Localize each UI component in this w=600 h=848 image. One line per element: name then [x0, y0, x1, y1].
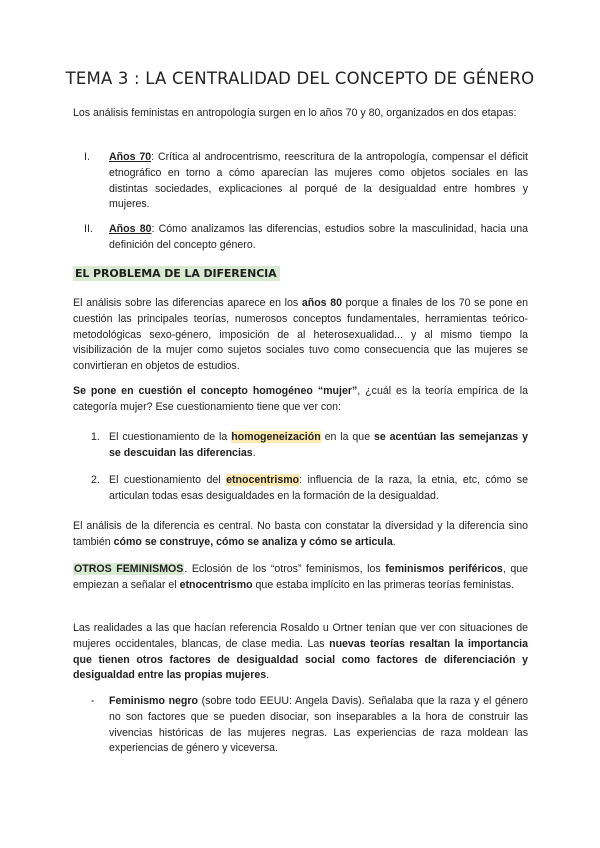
list-item-etnocentrismo: El cuestionamiento del etnocentrismo: influencia de la raza, la etnia, etc, cómo se articulan todas esas desigualdades en la formación de la desigualdad.	[109, 474, 528, 502]
highlight-text: homogeneización	[231, 431, 321, 443]
list-item-homogeneizacion: El cuestionamiento de la homogeneización en la que se acentúan las semejanzas y se descuidan las diferencias.	[109, 431, 528, 459]
list-marker: II.	[84, 223, 93, 235]
stage-label: Años 70	[109, 151, 152, 163]
list-item-feminismo-negro: Feminismo negro (sobre todo EEUU: Angela Davis). Señalaba que la raza y el género no son factores que se pueden disociar, son inseparables a la hora de construir las vivencias históricas de las mujeres negras. Las experiencias de raza moldean las experiencias de género y viceversa.	[109, 695, 528, 755]
section-heading: EL PROBLEMA DE LA DIFERENCIA	[73, 266, 280, 281]
list-item-stage-80	[109, 222, 528, 254]
stage-text: : Cómo analizamos las diferencias, estudios sobre la masculinidad, hacia una definición del concepto género.	[109, 223, 528, 251]
intro-paragraph: Los análisis feministas en antropología surgen en lo años 70 y 80, organizados en dos etapas:	[73, 107, 517, 119]
page-title: TEMA 3 : LA CENTRALIDAD DEL CONCEPTO DE GÉNERO	[65, 69, 535, 88]
stage-label: Años 80	[109, 223, 152, 235]
paragraph-concepto-mujer: Se pone en cuestión el concepto homogéneo “mujer”, ¿cuál es la teoría empírica de la categoría mujer? Ese cuestionamiento tiene que ver con:	[73, 385, 528, 413]
paragraph-otros-feminismos: OTROS FEMINISMOS. Eclosión de los “otros” feminismos, los feminismos periféricos, que empiezan a señalar el etnocentrismo que estaba implícito en las primeras teorías feministas.	[73, 563, 529, 591]
list-marker: 1.	[91, 431, 100, 443]
list-marker: I.	[84, 151, 90, 163]
stage-text: : Crítica al androcentrismo, reescritura de la antropología, compensar el déficit etnográfico en torno a cómo aparecían las mujeres como objetos sociales en las distintas sociedades, explicaciones al porqué de la desigualdad entre hombres y mujeres.	[109, 151, 528, 211]
paragraph-diferencias: El análisis sobre las diferencias aparece en los años 80 porque a finales de los 70 se pone en cuestión las principales teorías, numerosos conceptos fundamentales, herramientas teórico-metodológicas sexo-género, imposición de al heterosexualidad... y al mismo tiempo la visibilización de la mujer como sujetos sociales tuvo como consecuencia que las mujeres se convirtieran en objetos de estudios.	[73, 297, 529, 373]
paragraph-realidades: Las realidades a las que hacían referencia Rosaldo u Ortner tenían que ver con situaciones de mujeres occidentales, blancas, de clase media. Las nuevas teorías resaltan la importancia que tienen otros factores de desigualdad social como factores de diferenciación y desigualdad entre las propias mujeres.	[73, 622, 528, 682]
inline-heading: OTROS FEMINISMOS	[74, 563, 184, 575]
highlight-text: etnocentrismo	[226, 474, 300, 486]
paragraph-analisis-central: El análisis de la diferencia es central. No basta con constatar la diversidad y la diferencia sino también cómo se construye, cómo se analiza y cómo se articula.	[73, 520, 528, 548]
list-marker: 2.	[91, 474, 100, 486]
list-item-stage-70	[109, 150, 528, 213]
list-marker: -	[91, 695, 95, 707]
